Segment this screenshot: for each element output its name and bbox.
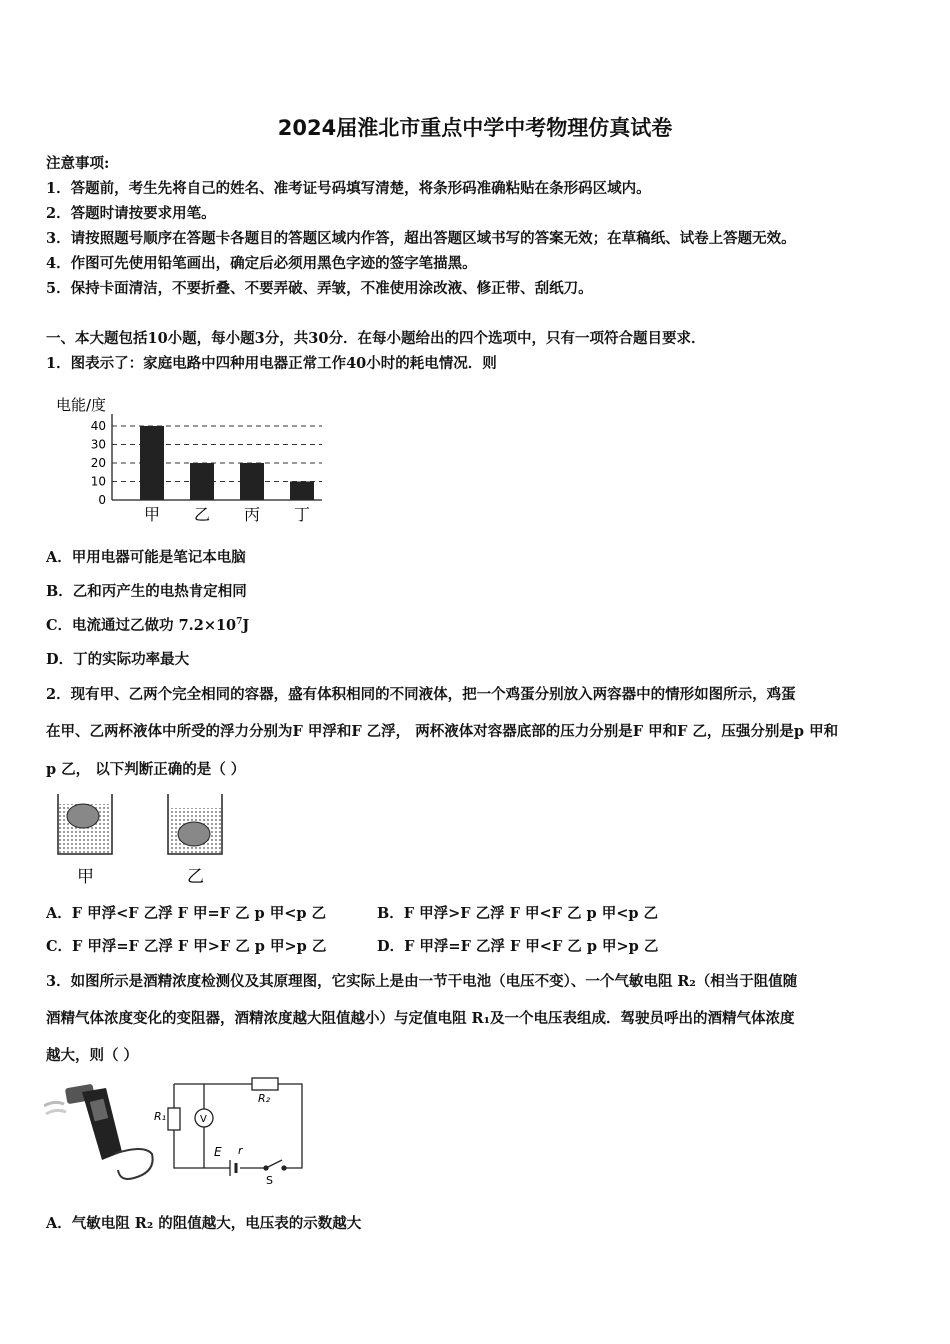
label-v: V bbox=[200, 1114, 207, 1125]
q1-option-c-prefix: C．电流通过乙做功 7.2×10 bbox=[46, 617, 237, 634]
chart-ytick-label: 20 bbox=[90, 456, 106, 470]
label-r1: R₁ bbox=[154, 1110, 167, 1123]
notes-item-5: 5．保持卡面清洁，不要折叠、不要弄破、弄皱，不准使用涂改液、修正带、刮纸刀。 bbox=[46, 280, 593, 297]
q1-option-d: D．丁的实际功率最大 bbox=[46, 651, 190, 668]
label-r: r bbox=[238, 1144, 243, 1157]
chart-bar bbox=[290, 482, 314, 501]
chart-bar bbox=[240, 463, 264, 500]
notes-item-1: 1．答题前，考生先将自己的姓名、准考证号码填写清楚，将条形码准确粘贴在条形码区域内。 bbox=[46, 180, 651, 197]
notes-item-4: 4．作图可先使用铅笔画出，确定后必须用黑色字迹的签字笔描黑。 bbox=[46, 255, 477, 272]
q1-option-a: A．甲用电器可能是笔记本电脑 bbox=[46, 549, 246, 566]
notes-item-2: 2．答题时请按要求用笔。 bbox=[46, 205, 216, 222]
chart-ytick-label: 30 bbox=[90, 437, 106, 452]
q1-option-c bbox=[46, 614, 249, 635]
chart-bar bbox=[190, 463, 214, 500]
label-s: S bbox=[266, 1174, 273, 1187]
chart-xtick-label: 丁 bbox=[293, 505, 311, 524]
notes-heading: 注意事项: bbox=[46, 155, 110, 172]
chart-xtick-label: 乙 bbox=[193, 505, 211, 524]
chart-ytick-label: 40 bbox=[90, 419, 106, 433]
notes-item-3: 3．请按照题号顺序在答题卡各题目的答题区域内作答，超出答题区域书写的答案无效；在草稿纸、试卷上答题无效。 bbox=[46, 230, 796, 247]
chart-ylabel: 电能/度 bbox=[56, 396, 107, 414]
bar-chart-svg bbox=[52, 390, 332, 530]
beaker-yi-label: 乙 bbox=[187, 867, 204, 887]
beaker-jia-label: 甲 bbox=[77, 867, 94, 887]
q1-option-b: B．乙和丙产生的电热肯定相同 bbox=[46, 583, 247, 600]
q2-line-3: p 乙， 以下判断正确的是（ ） bbox=[46, 761, 246, 778]
q3-line-3: 越大，则（ ） bbox=[46, 1047, 139, 1064]
chart-ytick-label: 0 bbox=[98, 493, 106, 507]
q1-stem: 1．图表示了：家庭电路中四种用电器正常工作40小时的耗电情况．则 bbox=[46, 355, 497, 372]
q1-option-c-sup: 7 bbox=[236, 617, 243, 628]
beaker-jia bbox=[58, 794, 112, 854]
q3-line-1: 3．如图所示是酒精浓度检测仪及其原理图，它实际上是由一节干电池（电压不变）、一个气敏电阻 R₂（相当于阻值随 bbox=[46, 973, 798, 990]
chart-ytick-label: 10 bbox=[90, 474, 106, 489]
q3-figure bbox=[44, 1074, 314, 1189]
label-r2: R₂ bbox=[258, 1092, 271, 1105]
q2-option-a: A．F 甲浮<F 乙浮 F 甲=F 乙 p 甲<p 乙 bbox=[46, 905, 327, 922]
chart-xtick-label: 丙 bbox=[243, 505, 261, 524]
document-title: 2024届淮北市重点中学中考物理仿真试卷 bbox=[277, 116, 673, 140]
q2-option-b: B．F 甲浮>F 乙浮 F 甲<F 乙 p 甲<p 乙 bbox=[377, 905, 659, 922]
chart-bar bbox=[140, 426, 164, 500]
section-heading: 一、本大题包括10小题，每小题3分，共30分．在每小题给出的四个选项中，只有一项符合题目要求． bbox=[46, 330, 706, 347]
q1-option-c-suffix: J bbox=[242, 617, 250, 634]
q2-beaker-figure bbox=[50, 790, 230, 890]
q2-line-1: 2．现有甲、乙两个完全相同的容器，盛有体积相同的不同液体，把一个鸡蛋分别放入两容器中的情形如图所示，鸡蛋 bbox=[46, 686, 796, 703]
r2-resistor-icon bbox=[252, 1078, 278, 1090]
q3-line-2: 酒精气体浓度变化的变阻器，酒精浓度越大阻值越小）与定值电阻 R₁及一个电压表组成．驾驶员呼出的酒精气体浓度 bbox=[46, 1010, 795, 1027]
switch-icon bbox=[266, 1160, 282, 1168]
r1-resistor-icon bbox=[168, 1108, 180, 1130]
q2-option-d: D．F 甲浮=F 乙浮 F 甲<F 乙 p 甲>p 乙 bbox=[377, 938, 659, 955]
q2-line-2: 在甲、乙两杯液体中所受的浮力分别为F 甲浮和F 乙浮， 两杯液体对容器底部的压力分别是F 甲和F 乙，压强分别是p 甲和 bbox=[46, 723, 839, 740]
q3-option-a: A．气敏电阻 R₂ 的阻值越大，电压表的示数越大 bbox=[46, 1215, 362, 1232]
circuit-diagram bbox=[168, 1078, 302, 1176]
q1-bar-chart bbox=[52, 390, 332, 530]
label-e: E bbox=[214, 1145, 222, 1159]
egg-icon bbox=[178, 822, 210, 846]
chart-xtick-label: 甲 bbox=[143, 505, 161, 524]
breathalyzer-device-icon bbox=[44, 1084, 153, 1179]
q2-option-c: C．F 甲浮=F 乙浮 F 甲>F 乙 p 甲>p 乙 bbox=[46, 938, 327, 955]
beaker-yi bbox=[168, 794, 222, 854]
egg-icon bbox=[67, 804, 99, 828]
